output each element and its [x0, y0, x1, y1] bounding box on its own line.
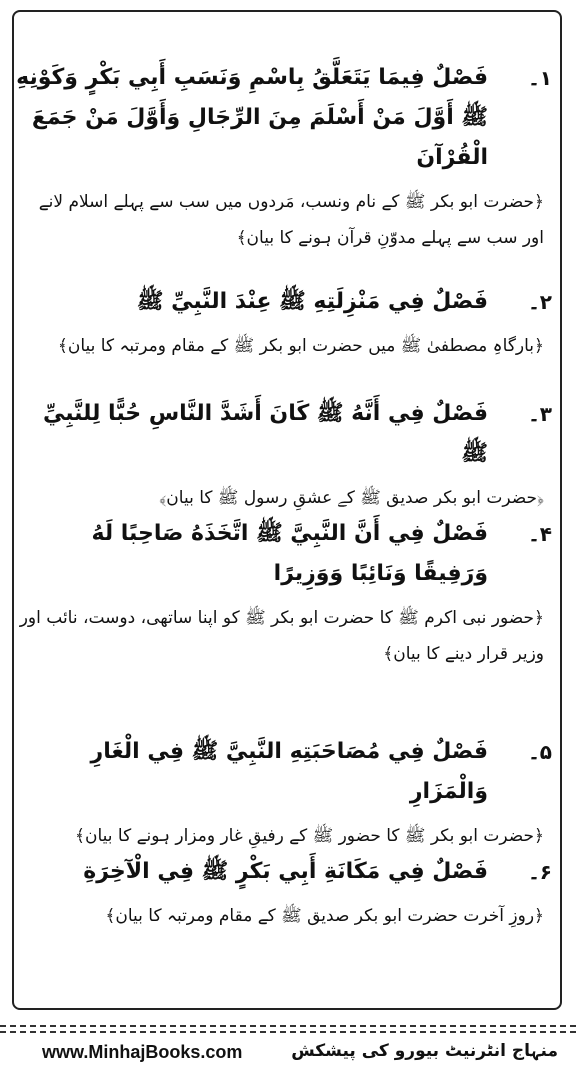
section-arabic-heading: فَصْلٌ فِي أَنَّهُ ﷺ كَانَ أَشَدَّ النَّاسِ حُبًّا لِلنَّبِيِّ ﷺ [42, 401, 488, 466]
section-arabic-heading: فَصْلٌ فِي مَنْزِلَتِهِ ﷺ عِنْدَ النَّبِيِّ ﷺ [136, 289, 488, 314]
section-entry-2 [14, 282, 552, 364]
section-entry-4 [14, 514, 552, 672]
section-entry-6 [14, 852, 552, 934]
section-urdu-translation: ﴿بارگاہِ مصطفیٰ ﷺ میں حضرت ابو بکر ﷺ کے مقام ومرتبہ کا بیان﴾ [57, 336, 544, 356]
section-arabic-heading: فَصْلٌ فِيمَا يَتَعَلَّقُ بِاسْمِ وَنَسَبِ أَبِي بَكْرٍ وَكَوْنِهِ ﷺ أَوَّلَ مَنْ أَسْلَمَ مِنَ الرِّجَالِ وَأَوَّلَ مَنْ جَمَعَ الْقُرْآنَ [16, 65, 488, 170]
footer-divider [0, 1031, 576, 1033]
section-entry-5 [14, 732, 552, 854]
section-number: ۳۔ [528, 402, 552, 426]
section-urdu-translation: ﴿حضرت ابو بکر ﷺ کے نام ونسب، مَردوں میں سب سے پہلے اسلام لانے اور سب سے پہلے مدوّنِ قرآن ہونے کا بیان﴾ [38, 192, 544, 248]
section-number: ۵۔ [528, 740, 552, 764]
section-urdu-translation: ﴿روزِ آخرت حضرت ابو بکر صدیق ﷺ کے مقام ومرتبہ کا بیان﴾ [105, 906, 544, 926]
section-entry-1 [14, 58, 552, 256]
section-number: ۲۔ [528, 290, 552, 314]
section-arabic-heading: فَصْلٌ فِي مَكَانَةِ أَبِي بَكْرٍ ﷺ فِي الْآخِرَةِ [83, 859, 488, 884]
section-number: ۴۔ [528, 522, 552, 546]
section-urdu-translation: ﴿حضور نبی اکرم ﷺ کا حضرت ابو بکر ﷺ کو اپنا ساتھی، دوست، نائب اور وزیر قرار دینے کا بیان﴾ [19, 608, 544, 664]
section-entry-3 [14, 394, 552, 516]
section-urdu-translation: ﴿حضرت ابو بکر صدیق ﷺ کے عشقِ رسول ﷺ کا بیان﴾ [159, 488, 544, 508]
section-number: ۶۔ [528, 860, 552, 884]
footer-credit: منہاج انٹرنیٹ بیورو کی پیشکش [291, 1041, 558, 1061]
footer-divider [0, 1025, 576, 1027]
section-urdu-translation: ﴿حضرت ابو بکر ﷺ کا حضور ﷺ کے رفیقِ غار ومزار ہونے کا بیان﴾ [75, 826, 544, 846]
section-number: ۱۔ [528, 66, 552, 90]
section-arabic-heading: فَصْلٌ فِي أَنَّ النَّبِيَّ ﷺ اتَّخَذَهُ صَاحِبًا لَهُ وَرَفِيقًا وَنَائِبًا وَوَزِيرًا [91, 521, 488, 586]
section-arabic-heading: فَصْلٌ فِي مُصَاحَبَتِهِ النَّبِيَّ ﷺ فِي الْغَارِ وَالْمَزَارِ [90, 739, 488, 804]
footer-website: www.MinhajBooks.com [42, 1042, 243, 1062]
